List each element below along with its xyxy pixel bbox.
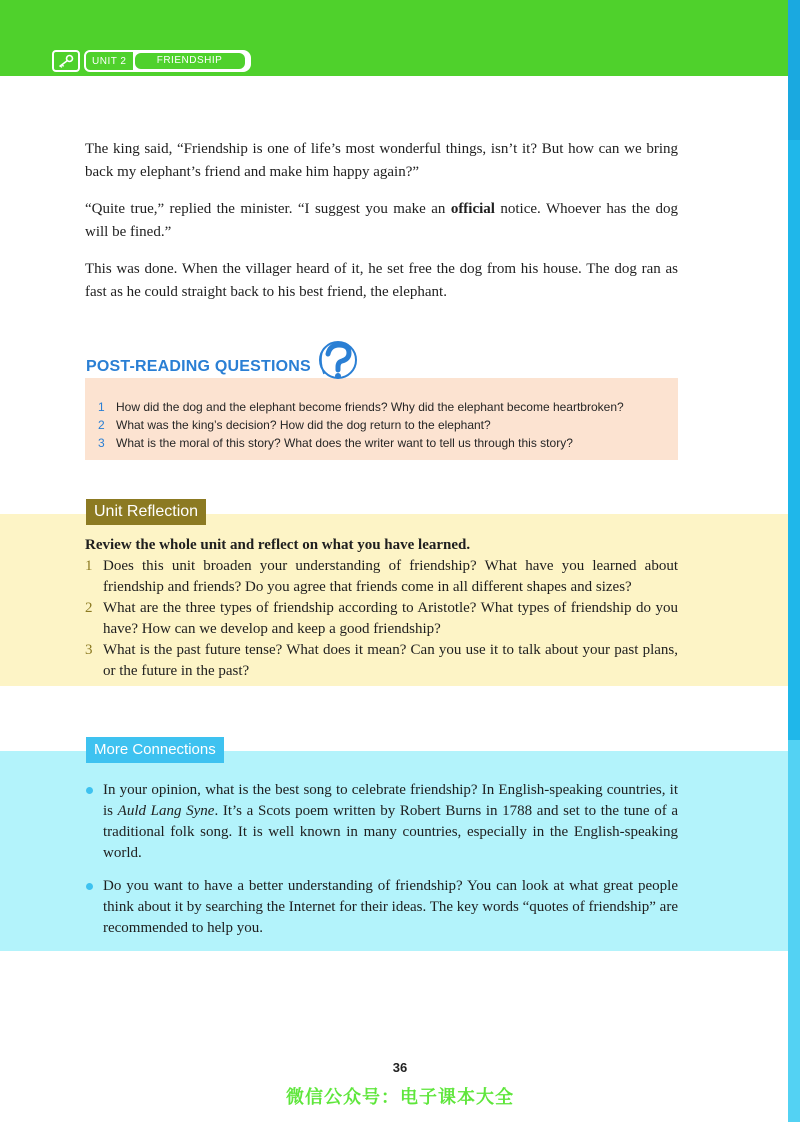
reflection-item-3 [85,640,678,682]
reflection-number: 3 [85,642,93,658]
p2-bold-word: official [450,201,495,217]
question-mark-icon [312,338,360,393]
connection-item-1 [85,780,678,864]
watermark: 微信公众号：电子课本大全 [286,1087,514,1108]
bullet-icon [86,787,93,794]
unit-reflection-tag: Unit Reflection [86,499,206,525]
question-text: What is the moral of this story? What does the writer want to tell us through this story? [116,436,573,450]
question-2 [98,418,491,432]
unit-title [135,50,251,72]
p2-before: “Quite true,” replied the minister. “I suggest you make an [85,201,451,217]
connection-text: Do you want to have a better understanding of friendship? You can look at what great people think about it by searching the Internet for their ideas. The key words “quotes of friendship” are recommended to help you. [103,878,678,936]
reflection-text: Does this unit broaden your understanding of friendship? What have you learned about friendship and friends? Do you agree that friends come in all different shapes and sizes? [103,558,678,595]
reflection-heading: Review the whole unit and reflect on what you have learned. [85,537,471,553]
story-paragraph-2 [85,198,678,244]
page-number: 36 [392,1060,408,1075]
p2-after: notice. Whoever has the dog will be fined.” [85,201,679,240]
reflection-number: 2 [85,600,93,616]
story-paragraph-1: The king said, “Friendship is one of life’s most wonderful things, isn’t it? But how can we bring back my elephant’s friend and make him happy again?” [85,141,678,180]
side-color-strip [788,0,800,1122]
reflection-item-1 [85,556,678,598]
more-connections-tag: More Connections [86,737,224,763]
story-paragraph-3: This was done. When the villager heard of it, he set free the dog from his house. The dog ran as fast as he could straight back to his best friend, the elephant. [85,261,678,300]
reflection-number: 1 [85,558,93,574]
reflection-text: What is the past future tense? What does it mean? Can you use it to talk about your past plans, or the future in the past? [103,642,678,679]
reflection-text: What are the three types of friendship according to Aristotle? What types of friendship do you have? How can we develop and keep a good friendship? [103,600,678,637]
question-text: How did the dog and the elephant become friends? Why did the elephant become heartbroken? [116,400,624,414]
question-number: 1 [98,400,105,414]
question-text: What was the king’s decision? How did the dog return to the elephant? [116,418,491,432]
question-number: 2 [98,418,105,432]
unit-title-text: FRIENDSHIP [135,53,245,69]
question-1 [98,400,624,414]
post-reading-title: POST-READING QUESTIONS [86,358,311,375]
reflection-item-2 [85,598,678,640]
unit-number: UNIT 2 [84,50,135,72]
connection-text [103,780,678,864]
key-icon [52,50,80,72]
question-number: 3 [98,436,105,450]
question-3 [98,436,573,450]
connection-text-part: In your opinion, what is the best song to celebrate friendship? In English-speaking countries, it is [103,782,678,819]
unit-badge [52,50,251,72]
song-title: Auld Lang Syne [117,803,215,819]
connection-item-2 [85,876,678,939]
connection-text-part: . It’s a Scots poem written by Robert Burns in 1788 and set to the tune of a traditional folk song. It is well known in many countries, especially in the English-speaking world. [103,803,678,861]
bullet-icon [86,883,93,890]
